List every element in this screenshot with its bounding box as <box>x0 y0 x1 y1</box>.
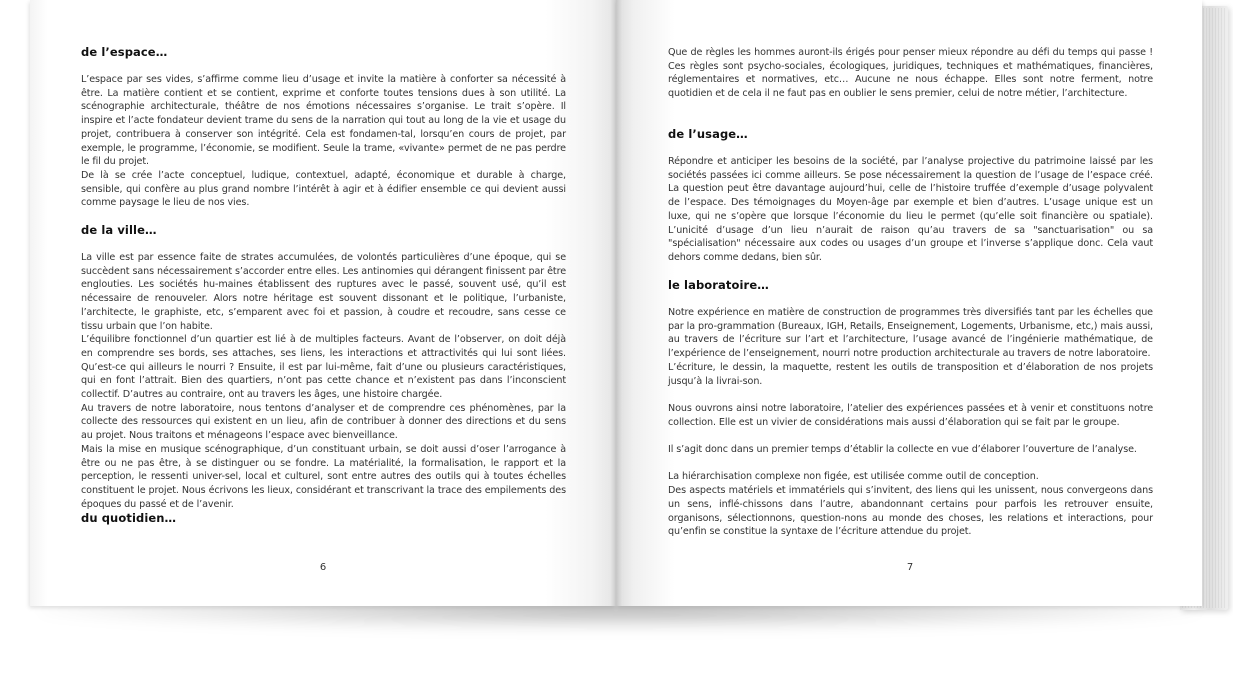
paragraph-labo-3: Nous ouvrons ainsi notre laboratoire, l’atelier des expériences passées et à venir et constituons notre collection. Elle est un vivier de considérations mais aussi d’élaboration qui se fait par le groupe. <box>668 402 1153 428</box>
book-gutter <box>610 0 622 606</box>
paragraph-ville-1: La ville est par essence faite de strates accumulées, de volontés particulières d’une époque, qui se succèdent sans nécessairement s’accorder entre elles. Les antinomies qui dérangent finissent par être englouties. Les sociétés hu-maines établissent des ruptures avec le passé, souvent usé, qu’il est nécessaire de renouveler. Alors notre héritage est souvent dissonant et le politique, l’urbaniste, l’architecte, le graphiste, etc, s’emparent avec foi et passion, à coudre et recoudre, sans cesse ce tissu urbain que l’on habite. <box>81 252 566 332</box>
heading-espace: de l’espace… <box>81 45 168 59</box>
paragraph-labo-2: L’écriture, le dessin, la maquette, restent les outils de transposition et d’élaboration de nos projets jusqu’à la livrai-son. <box>668 361 1153 387</box>
paragraph-ville-4: Mais la mise en musique scénographique, d’un constituant urbain, se doit aussi d’oser l’arrogance à être ou ne pas être, à se distinguer ou se fondre. La matérialité, la formalisation, le rapport et la perception, le ressenti univer-sel, local et culturel, sont entre autres des outils qui à toutes échelles constituent le projet. Nous écrivons les lieux, considérant et transcrivant la trace des empilements des époques du passé et de l’avenir. <box>81 443 566 510</box>
paragraph-spacer <box>668 429 1153 443</box>
paragraph-espace-2: De là se crée l’acte conceptuel, ludique, contextuel, adapté, économique et durable à charge, sensible, qui confère au plus grand nombre l’intérêt à agir et à édifier ensemble ce qui devient aussi comme paysage le lieu de nos vies. <box>81 169 566 209</box>
paragraph-ville <box>81 251 566 511</box>
heading-usage: de l’usage… <box>668 127 748 141</box>
paragraph-spacer <box>668 388 1153 402</box>
paragraph-usage <box>668 155 1153 265</box>
paragraph-regles <box>668 46 1153 101</box>
heading-laboratoire: le laboratoire… <box>668 278 769 292</box>
page-number-left: 6 <box>319 562 327 573</box>
paragraph-laboratoire <box>668 306 1153 539</box>
paragraph-labo-6: Des aspects matériels et immatériels qui s’invitent, des liens qui les unissent, nous convergeons dans un sens, inflé-chissons dans l’autre, abandonnant certains pour parfois les retrouver ensuite, organisons, sélectionnons, question-nons au monde des choses, les relations et interactions, pour qu’enfin se constitue la syntaxe de l’écriture attendue du projet. <box>668 485 1153 538</box>
paragraph-spacer <box>668 457 1153 471</box>
paragraph-espace <box>81 73 566 210</box>
paragraph-espace-1: L’espace par ses vides, s’affirme comme lieu d’usage et invite la matière à conforter sa nécessité à être. La matière contient et se contient, exprime et conforte toutes tensions dues à son utilité. La scénographie architecturale, théâtre de nos émotions nécessaires s’organise. Le trait s’opère. Il inspire et l’acte fondateur devient trame du sens de la narration qui tout au long de la vie et usage du projet, contribuera à conserver son intégrité. Cela est fondamen-tal, lorsqu’en cours de projet, par exemple, le programme, l’économie, se modifient. Seule la trame, «vivante» permet de ne pas perdre le fil du projet. <box>81 74 566 168</box>
heading-ville: de la ville… <box>81 223 157 237</box>
paragraph-ville-2: L’équilibre fonctionnel d’un quartier est lié à de multiples facteurs. Avant de l’observer, on doit déjà en comprendre ses bords, ses attaches, ses liens, les interactions et attractivités qui lui sont liées. Qu’est-ce qui ailleurs le nourri ? Ensuite, il est par lui-même, fait d’une ou plusieurs caractéristiques, qui en font l’attrait. Bien des quartiers, n’ont pas cette chance et n’existent pas dans l’inconscient collectif. D’autres au contraire, ont au travers les âges, une histoire chargée. <box>81 334 566 401</box>
paragraph-labo-1: Notre expérience en matière de construction de programmes très diversifiés tant par les échelles que par la pro-grammation (Bureaux, IGH, Retails, Enseignement, Logements, Urbanisme, etc,) mais aussi, au travers de l’écriture sur l’art et l’architecture, l’usage avancé de l’ingénierie mathématique, de l’expérience de l’enseignement, nourri notre production architecturale au travers de notre laboratoire. <box>668 307 1153 360</box>
paragraph-regles-1: Que de règles les hommes auront-ils érigés pour penser mieux répondre au défi du temps qui passe ! Ces règles sont psycho-sociales, écologiques, juridiques, techniques et mathématiques, financières, réglementaires et normatives, etc… Aucune ne nous échappe. Elles sont notre ferment, notre quotidien et de cela il ne faut pas en oublier le sens premier, celui de notre métier, l’architecture. <box>668 47 1153 100</box>
paragraph-usage-1: Répondre et anticiper les besoins de la société, par l’analyse projective du patrimoine laissé par les sociétés passées ici comme ailleurs. Se pose nécessairement la question de l’usage de l’espace créé. La question peut être davantage aujourd’hui, celle de l’histoire truffée d’exemple d’usage polyvalent de l’espace. Des témoignages du Moyen-âge par exemple et bien d’autres. L’usage unique est un luxe, qui ne s’opère que lorsque l’économie du lieu le permet (qu’elle soit financière ou spatiale). L’unicité d’usage d’un lieu n’aurait de raison qu’au travers de sa "sanctuarisation" ou sa "spécialisation" nécessaire aux codes ou usages d’un groupe et l’inverse s’applique donc. Cela vaut dehors comme dedans, bien sûr. <box>668 156 1153 263</box>
page-number-right: 7 <box>906 562 914 573</box>
paragraph-labo-4: Il s’agit donc dans un premier temps d’établir la collecte en vue d’élaborer l’ouverture de l’analyse. <box>668 444 1137 455</box>
paragraph-labo-5: La hiérarchisation complexe non figée, est utilisée comme outil de conception. <box>668 471 1039 483</box>
paragraph-ville-3: Au travers de notre laboratoire, nous tentons d’analyser et de comprendre ces phénomènes, par la collecte des ressources qui existent en un lieu, afin de contribuer à donner des directions et du sens au projet. Nous traitons et ménageons l’espace avec bienveillance. <box>81 402 566 442</box>
heading-quotidien: du quotidien… <box>81 511 177 525</box>
